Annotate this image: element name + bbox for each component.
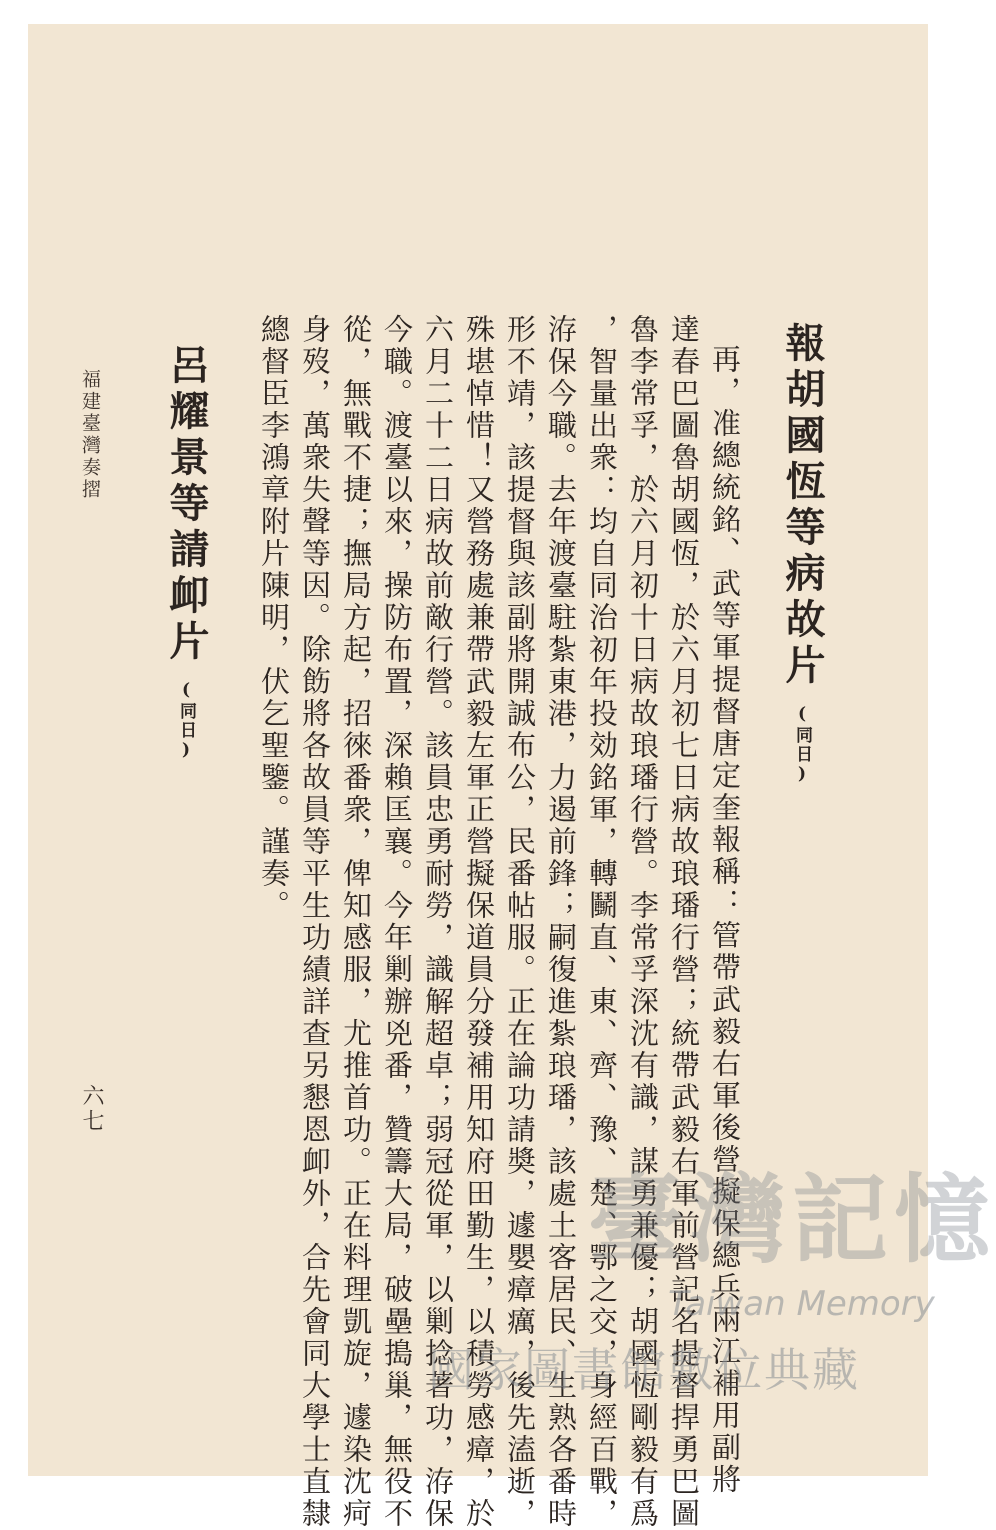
section-title-2-text: 呂耀景等請卹片 [163, 344, 210, 666]
body-line-6: 形不靖，該提督與該副將開誠布公，民番帖服。正在論功請奬，遽嬰瘴癘，後先溘逝， [503, 314, 537, 1530]
body-line-9: 今職。渡臺以來，操防布置，深賴匡襄。今年剿辦兇番，贊籌大局，破壘搗巢，無役不 [380, 314, 414, 1530]
section-title-1-text: 報胡國恆等病故片 [779, 322, 826, 690]
body-line-2: 達春巴圖魯胡國恆，於六月初七日病故琅璠行營；統帶武毅右軍前營記名提督捍勇巴圖 [667, 314, 701, 1530]
watermark-logo: 臺灣記憶 [588, 1164, 996, 1276]
body-line-3: 魯李常孚，於六月初十日病故琅璠行營。李常孚深沈有識，謀勇兼優；胡國恆剛毅有爲 [626, 314, 660, 1530]
body-line-8: 六月二十二日病故前敵行營。該員忠勇耐勞，識解超卓；弱冠從軍，以剿捻著功，洊保 [421, 314, 455, 1530]
body-line-1: 再，准總統銘、武等軍提督唐定奎報稱：管帶武毅右軍後營擬保總兵兩江補用副將 [708, 344, 742, 1496]
body-line-7: 殊堪悼惜！又營務處兼帶武毅左軍正營擬保道員分發補用知府田勤生，以積勞感瘴，於 [462, 314, 496, 1530]
body-line-12: 總督臣李鴻章附片陳明，伏乞聖鑒。謹奏。 [257, 314, 291, 922]
section-note-2: (同日) [176, 680, 196, 762]
section-note-1: (同日) [792, 704, 812, 786]
margin-book-title: 福建臺灣奏摺 [79, 369, 101, 501]
watermark-english: Taiwan Memory [668, 1284, 935, 1324]
body-line-11: 身歿，萬衆失聲等因。除飭將各故員等平生功績詳查另懇恩卹外，合先會同大學士直隸 [298, 314, 332, 1530]
body-line-10: 從，無戰不捷；撫局方起，招徠番衆，俾知感服，尤推首功。正在料理凱旋，遽染沈疴 [339, 314, 373, 1530]
document-page [28, 24, 996, 1530]
body-line-4: ，智量出衆：均自同治初年投効銘軍，轉鬭直、東、齊、豫、楚、鄂之交，身經百戰， [585, 314, 619, 1530]
section-title-1 [779, 322, 826, 786]
watermark-chinese: 國家圖書館數位典藏 [428, 1343, 860, 1397]
section-title-2 [163, 344, 210, 762]
margin-page-number: 六七 [79, 1084, 104, 1134]
body-line-5: 洊保今職。去年渡臺駐紮東港，力遏前鋒；嗣復進紮琅璠，該處土客居民、生熟各番時 [544, 314, 578, 1530]
